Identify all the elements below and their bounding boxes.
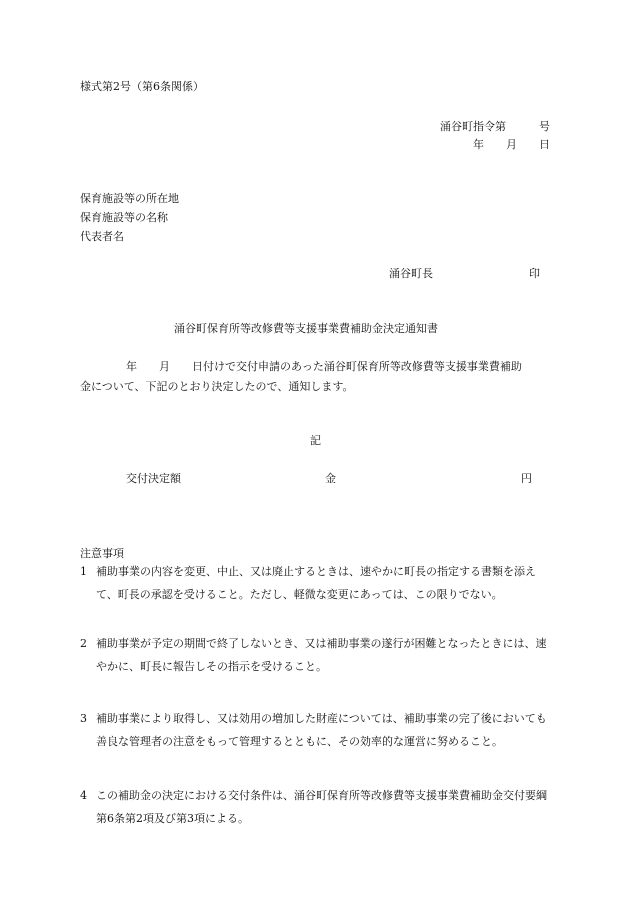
form-number: 様式第2号（第6条関係） xyxy=(80,80,204,93)
note-number: 4 xyxy=(80,789,87,802)
representative-label: 代表者名 xyxy=(80,230,124,243)
reference-date: 年 月 日 xyxy=(473,138,550,151)
ki-heading: 記 xyxy=(310,434,321,447)
facility-name-label: 保育施設等の名称 xyxy=(80,211,168,224)
reference-number: 涌谷町指令第 号 xyxy=(440,120,550,133)
grant-prefix: 金 xyxy=(325,472,336,485)
document-title: 涌谷町保育所等改修費等支援事業費補助金決定通知書 xyxy=(174,322,438,335)
body-line-2: 金について、下記のとおり決定したので、通知します。 xyxy=(80,380,354,393)
body-line-1: 年 月 日付けで交付申請のあった涌谷町保育所等改修費等支援事業費補助 xyxy=(126,360,522,373)
note-text: 補助事業により取得し、又は効用の増加した財産については、補助事業の完了後においても善良な管理者の注意をもって管理するとともに、その効率的な運営に努めること。 xyxy=(96,712,547,748)
issuer-title: 涌谷町長 xyxy=(389,267,433,280)
note-number: 3 xyxy=(80,712,87,725)
note-text: この補助金の決定における交付条件は、涌谷町保育所等改修費等支援事業費補助金交付要綱第6条第2項及び第3項による。 xyxy=(96,789,547,825)
note-text: 補助事業の内容を変更、中止、又は廃止するときは、速やかに町長の指定する書類を添えて、町長の承認を受けること。ただし、軽微な変更にあっては、この限りでない。 xyxy=(96,565,536,601)
note-number: 2 xyxy=(80,637,87,650)
notes-heading: 注意事項 xyxy=(80,547,124,560)
note-text: 補助事業が予定の期間で終了しないとき、又は補助事業の遂行が困難となったときには、速やかに、町長に報告しその指示を受けること。 xyxy=(96,637,547,673)
grant-label: 交付決定額 xyxy=(126,472,181,485)
note-number: 1 xyxy=(80,565,87,578)
seal-mark: 印 xyxy=(529,267,540,280)
grant-unit: 円 xyxy=(521,472,532,485)
facility-address-label: 保育施設等の所在地 xyxy=(80,192,179,205)
